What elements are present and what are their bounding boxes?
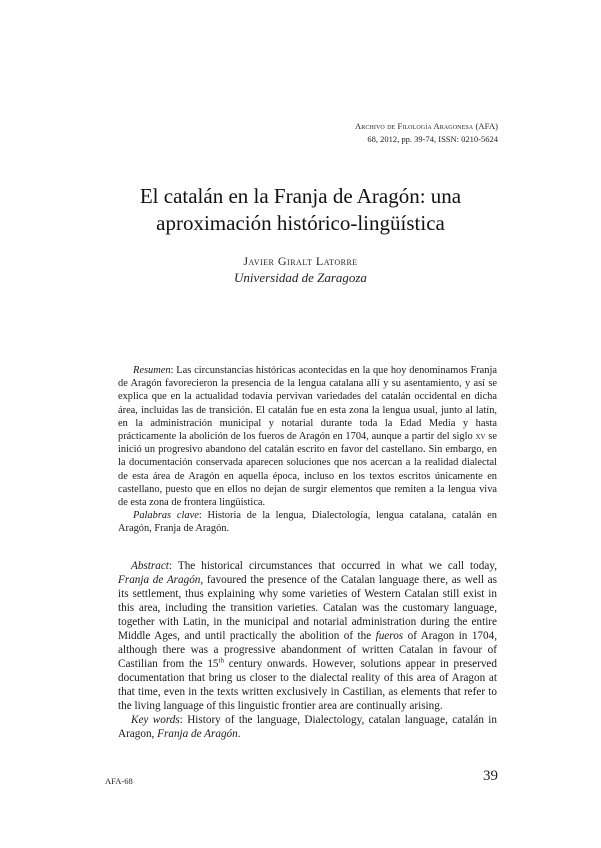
palabras-clave-label: Palabras clave: [133, 510, 199, 522]
key-words-label: Key words: [131, 714, 180, 726]
abstract-franja: Franja de Aragón: [118, 574, 201, 586]
abstract-fueros: fueros: [375, 630, 404, 642]
title-line-2: aproximación histórico-lingüística: [156, 211, 445, 235]
title-line-1: El catalán en la Franja de Aragón: una: [139, 184, 462, 208]
resumen-paragraph: [118, 364, 497, 509]
key-words-franja: Franja de Aragón: [157, 728, 238, 740]
english-abstract-block: [118, 559, 497, 741]
spanish-abstract-block: [118, 364, 497, 536]
journal-name: Archivo de Filología Aragonesa (AFA): [355, 121, 498, 131]
resumen-text-a: : Las circunstancias históricas acontecidas en la que hoy denominamos Franja de Aragón favorecieron la presencia de la lengua catalana allí y su asentamiento, y así se explica que en la actualidad todavía pervivan variedades del catalán occidental en dicha área, incluidas las de transición. El catalán fue en esta zona la lengua usual, junto al latín, en la administración municipal y notarial durante toda la Edad Media y hasta prácticamente la abolición de los fueros de Aragón en 1704, aunque a partir del siglo: [118, 365, 497, 443]
footer-journal-code: AFA-68: [105, 776, 133, 786]
abstract-superscript: th: [218, 656, 224, 665]
journal-issue: 68, 2012, pp. 39-74, ISSN: 0210-5624: [367, 134, 498, 144]
abstract-text-c: of Aragon in 1704, although there was a progressive abandonment of written Catalan in favour of Castilian from the 15: [118, 630, 497, 670]
page-number: 39: [483, 768, 498, 784]
abstract-text-a: : The historical circumstances that occurred in what we call today,: [168, 560, 497, 572]
palabras-clave-text: : Historia de la lengua, Dialectología, lengua catalana, catalán en Aragón, Franja de Aragón.: [118, 510, 497, 535]
abstract-text-d: century onwards. However, solutions appear in preserved documentation that bring us closer to the dialectal reality of this area of Aragon at that time, even in the texts written exclusively in Castilian, as elements that refer to the living language of this linguistic frontier area are continually arising.: [118, 658, 497, 712]
journal-header: [355, 120, 498, 146]
resumen-century: xv: [475, 431, 486, 443]
abstract-text-b: , favoured the presence of the Catalan language there, as well as its settlement, thus explaining why some varieties of Western Catalan still exist in this area, including the transition varieties. Catalan was the customary language, together with Latin, in the municipal and notarial administration during the entire Middle Ages, and until practically the abolition of the: [118, 574, 497, 642]
abstract-paragraph: [118, 559, 497, 713]
resumen-label: Resumen: [133, 365, 171, 376]
article-title: [60, 183, 541, 237]
resumen-text-b: se inició un progresivo abandono del catalán escrito en favor del castellano. Sin embargo, en la documentación conservada aparecen soluciones que nos acercan a la realidad dialectal de esta área de Aragón en aquella época, incluso en los textos escritos únicamente en castellano, puesto que en ellos no dejan de surgir elementos que remiten a la lengua viva de esta zona de frontera lingüística.: [118, 431, 497, 509]
key-words-text-b: .: [237, 728, 241, 740]
author-affiliation: Universidad de Zaragoza: [234, 270, 367, 285]
author-name: Javier Giralt Latorre: [243, 254, 358, 268]
palabras-clave-paragraph: [118, 509, 497, 535]
key-words-text-a: : History of the language, Dialectology, catalan language, catalán in Aragon,: [118, 714, 497, 740]
key-words-paragraph: [118, 713, 497, 741]
abstract-label: Abstract: [131, 560, 169, 572]
